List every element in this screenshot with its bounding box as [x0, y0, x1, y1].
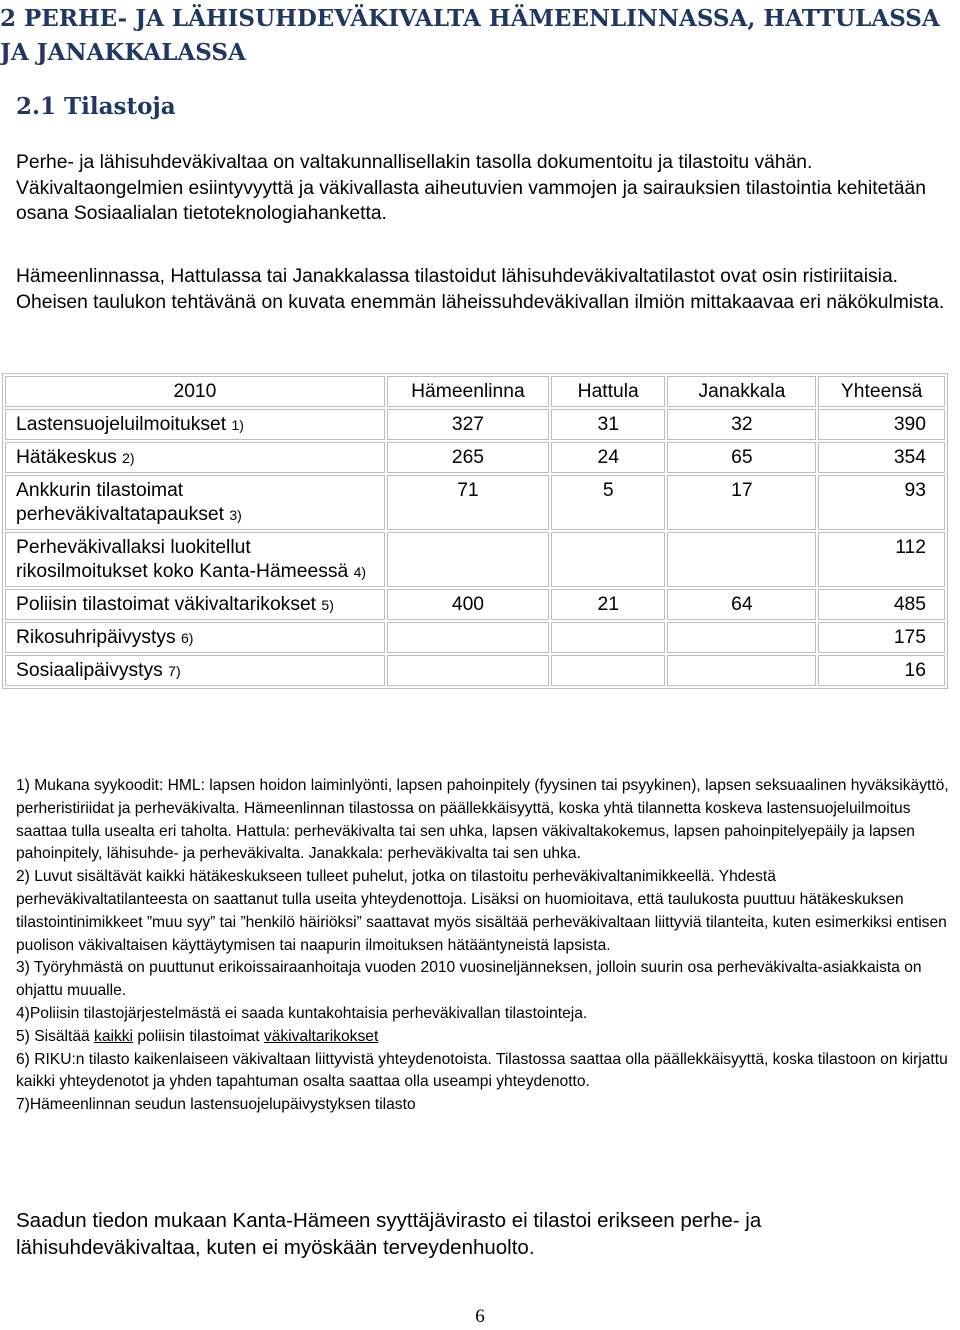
footnote-ref: 7) — [168, 663, 181, 679]
row-label-text: Perheväkivallaksi luokitellut rikosilmoitukset koko Kanta-Hämeessä — [16, 537, 349, 582]
cell-hattula: 5 — [551, 475, 665, 530]
row-label-text: Hätäkeskus — [16, 447, 117, 468]
footnote-5 — [16, 1026, 951, 1049]
footnote-ref: 1) — [231, 417, 244, 433]
table-row — [5, 655, 945, 686]
footnotes — [16, 775, 951, 1117]
row-label — [5, 532, 385, 587]
row-label — [5, 442, 385, 473]
second-paragraph: Hämeenlinnassa, Hattulassa tai Janakkalassa tilastoidut lähisuhdeväkivaltatilastot ovat osin ristiriitaisia. Oheisen taulukon tehtävänä on kuvata enemmän läheissuhdeväkivallan ilmiön mittakaavaa eri näkökulmista. — [16, 266, 945, 313]
header-hattula: Hattula — [551, 376, 665, 407]
cell-total: 485 — [818, 589, 945, 620]
table-row — [5, 532, 945, 587]
cell-total: 112 — [818, 532, 945, 587]
footnote-5-underlined-all: kaikki — [94, 1027, 134, 1045]
subsection-heading: 2.1 Tilastoja — [16, 93, 176, 120]
cell-hattula — [551, 532, 665, 587]
cell-janakkala: 65 — [667, 442, 816, 473]
footnote-3: 3) Työryhmästä on puuttunut erikoissairaanhoitaja vuoden 2010 vuosineljänneksen, jolloin suurin osa perheväkivalta-asiakkaista on ohjattu muualle. — [16, 959, 922, 1000]
row-label-text: Poliisin tilastoimat väkivaltarikokset — [16, 594, 317, 615]
header-janakkala: Janakkala — [667, 376, 816, 407]
footnote-4: 4)Poliisin tilastojärjestelmästä ei saada kuntakohtaisia perheväkivallan tilastointeja. — [16, 1004, 588, 1022]
footnote-2: 2) Luvut sisältävät kaikki hätäkeskukseen tulleet puhelut, jotka on tilastoitu perheväkivaltanimikkeellä. Yhdestä perheväkivaltatilanteesta on saattanut tulla useita yhteydenottoja. Lisäksi on huomioitava, että taulukosta puuttuu hätäkeskuksen tilastointinimikkeet ”muu syy” tai ”henkilö häiriöksi” saattavat myös sisältää perheväkivaltaan liittyviä tilanteita, kuten esimerkiksi entisen puolison väkivaltaisen käyttäytymisen tai naapurin ilmoituksen hätääntyneistä lapsista. — [16, 868, 947, 954]
row-label — [5, 655, 385, 686]
table-row — [5, 622, 945, 653]
footnote-ref: 3) — [229, 507, 242, 523]
cell-hattula: 24 — [551, 442, 665, 473]
footnote-ref: 2) — [122, 450, 135, 466]
cell-total: 390 — [818, 409, 945, 440]
footnote-ref: 6) — [181, 630, 194, 646]
row-label — [5, 409, 385, 440]
footnote-5-underlined-crimes: väkivaltarikokset — [263, 1027, 379, 1045]
header-hameenlinna: Hämeenlinna — [387, 376, 549, 407]
table-row — [5, 589, 945, 620]
cell-total: 93 — [818, 475, 945, 530]
footnote-5-start: 5) Sisältää — [16, 1027, 95, 1045]
table-header-row — [5, 376, 945, 407]
cell-total: 16 — [818, 655, 945, 686]
cell-hattula: 21 — [551, 589, 665, 620]
cell-hameenlinna — [387, 622, 549, 653]
row-label-text: Lastensuojeluilmoitukset — [16, 414, 227, 435]
cell-hameenlinna: 400 — [387, 589, 549, 620]
cell-hattula — [551, 655, 665, 686]
cell-janakkala — [667, 532, 816, 587]
intro-paragraph: Perhe- ja lähisuhdeväkivaltaa on valtakunnallisellakin tasolla dokumentoitu ja tilastoitu vähän. Väkivaltaongelmien esiintyvyyttä ja väkivallasta aiheutuvien vammojen ja sairauksien tilastointia kehitetään osana Sosiaalialan tietoteknologiahanketta. — [16, 152, 926, 224]
row-label-text: Rikosuhripäivystys — [16, 627, 176, 648]
section-heading: 2 PERHE- JA LÄHISUHDEVÄKIVALTA HÄMEENLINNASSA, HATTULASSA JA JANAKKALASSA — [0, 5, 940, 66]
header-year: 2010 — [5, 376, 385, 407]
cell-hameenlinna — [387, 532, 549, 587]
closing-paragraph: Saadun tiedon mukaan Kanta-Hämeen syyttäjävirasto ei tilastoi erikseen perhe- ja lähisuhdeväkivaltaa, kuten ei myöskään terveydenhuolto. — [16, 1209, 762, 1259]
cell-hameenlinna: 327 — [387, 409, 549, 440]
row-label-text: Sosiaalipäivystys — [16, 660, 163, 681]
cell-janakkala — [667, 622, 816, 653]
cell-hameenlinna — [387, 655, 549, 686]
footnote-ref: 4) — [353, 564, 367, 580]
footnote-6: 6) RIKU:n tilasto kaikenlaiseen väkivaltaan liittyvistä yhteydenotoista. Tilastossa saattaa olla päällekkäisyyttä, koska tilastoon on kirjattu kaikki yhteydenotot ja yhden tapahtuman osalta saattaa olla useampi yhteydenotto. — [16, 1050, 948, 1091]
table-row — [5, 475, 945, 530]
cell-janakkala — [667, 655, 816, 686]
footnote-ref: 5) — [321, 597, 334, 613]
footnote-5-middle: poliisin tilastoimat — [133, 1027, 264, 1045]
cell-hameenlinna: 265 — [387, 442, 549, 473]
page-number: 6 — [475, 1306, 485, 1327]
statistics-table — [2, 373, 948, 689]
footnote-1: 1) Mukana syykoodit: HML: lapsen hoidon laiminlyönti, lapsen pahoinpitely (fyysinen tai psyykinen), lapsen seksuaalinen hyväksikäyttö, perheristiriidat ja perheväkivalta. Hämeenlinnan tilastossa on päällekkäisyyttä, koska yhtä tilannetta koskeva lastensuojeluilmoitus saattaa tulla usealta eri taholta. Hattula: perheväkivalta tai sen uhka, lapsen väkivaltakokemus, lapsen pahoinpitelyepäily ja lapsen pahoinpitely, lähisuhde- ja perheväkivalta. Janakkala: perheväkivalta tai sen uhka. — [16, 777, 949, 863]
cell-hattula — [551, 622, 665, 653]
cell-hattula: 31 — [551, 409, 665, 440]
cell-janakkala: 32 — [667, 409, 816, 440]
cell-janakkala: 64 — [667, 589, 816, 620]
header-total: Yhteensä — [818, 376, 945, 407]
row-label-text: Ankkurin tilastoimat perheväkivaltatapaukset — [16, 480, 224, 525]
footnote-7: 7)Hämeenlinnan seudun lastensuojelupäivystyksen tilasto — [16, 1096, 416, 1114]
table-row — [5, 409, 945, 440]
cell-janakkala: 17 — [667, 475, 816, 530]
cell-total: 175 — [818, 622, 945, 653]
cell-total: 354 — [818, 442, 945, 473]
row-label — [5, 589, 385, 620]
table-row — [5, 442, 945, 473]
cell-hameenlinna: 71 — [387, 475, 549, 530]
row-label — [5, 622, 385, 653]
row-label — [5, 475, 385, 530]
